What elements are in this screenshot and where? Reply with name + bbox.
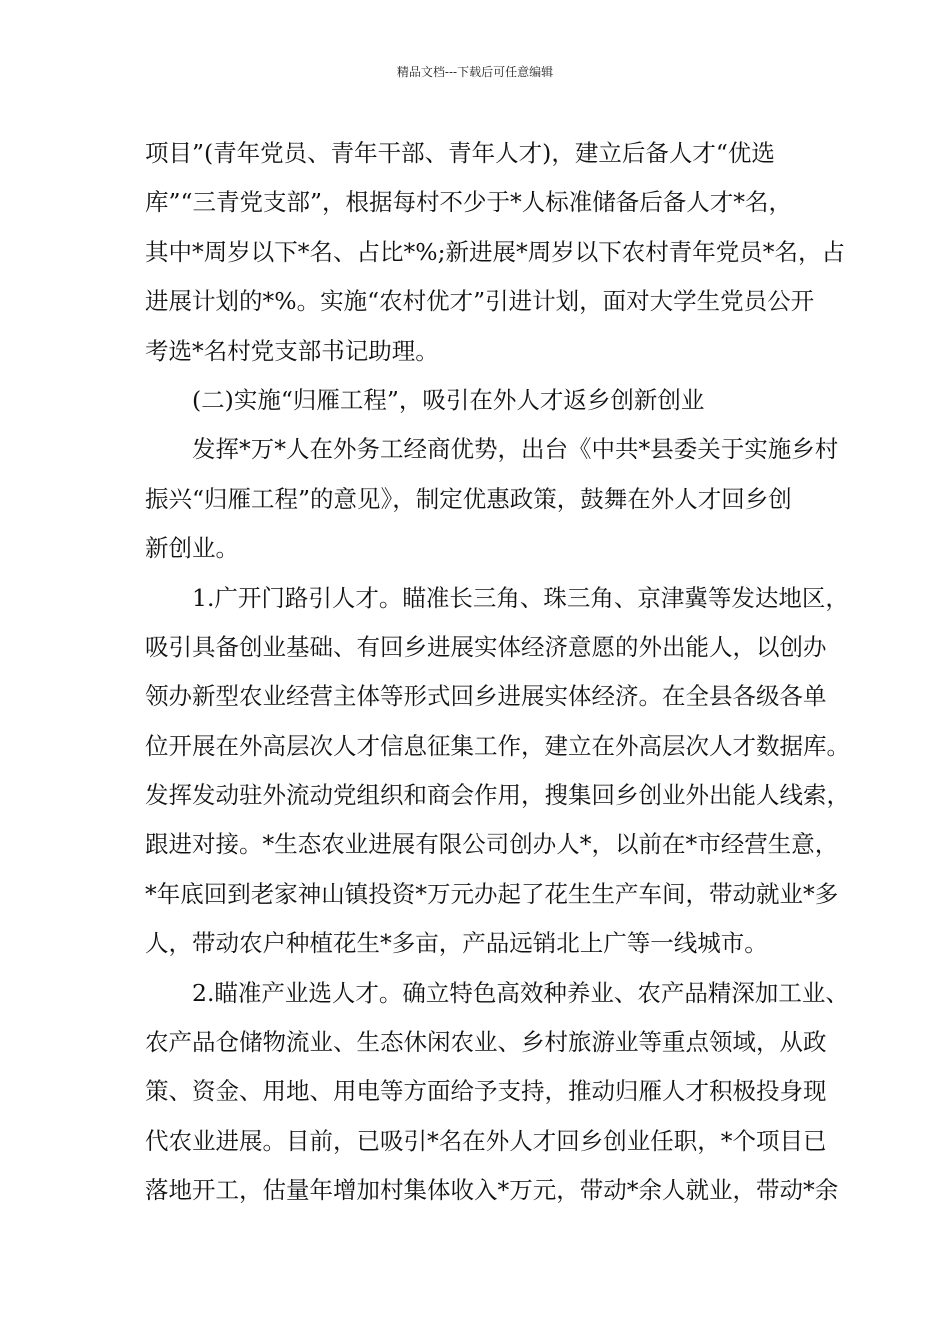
text-line: 振兴“归雁工程”的意见》，制定优惠政策，鼓舞在外人才回乡创 [145, 484, 792, 513]
text-line: 吸引具备创业基础、有回乡进展实体经济意愿的外出能人，以创办 [145, 632, 827, 661]
text-line: 考选*名村党支部书记助理。 [145, 336, 439, 365]
text-line: 领办新型农业经营主体等形式回乡进展实体经济。在全县各级各单 [145, 682, 827, 711]
paragraph-start-line: 1.广开门路引人才。瞄准长三角、珠三角、京津冀等发达地区， [192, 583, 849, 612]
text-line: 落地开工，估量年增加村集体收入*万元，带动*余人就业，带动*余 [145, 1176, 839, 1205]
document-body [145, 129, 850, 1216]
paragraph-start-line: 2.瞄准产业选人才。确立特色高效种养业、农产品精深加工业、 [192, 978, 849, 1007]
paragraph-start-line: 发挥*万*人在外务工经商优势，出台《中共*县委关于实施乡村 [192, 435, 839, 464]
text-line: 代农业进展。目前，已吸引*名在外人才回乡创业任职，*个项目已 [145, 1126, 827, 1155]
section-heading: (二)实施“归雁工程”，吸引在外人才返乡创新创业 [192, 385, 705, 414]
text-line: 进展计划的*%。实施“农村优才”引进计划，面对大学生党员公开 [145, 287, 815, 316]
text-line: 库”“三青党支部”，根据每村不少于*人标准储备后备人才*名， [145, 188, 793, 217]
text-line: 发挥发动驻外流动党组织和商会作用，搜集回乡创业外出能人线索， [145, 781, 850, 810]
text-line: 位开展在外高层次人才信息征集工作，建立在外高层次人才数据库。 [145, 731, 850, 760]
text-line: 新创业。 [145, 534, 239, 563]
text-line: 项目”(青年党员、青年干部、青年人才)，建立后备人才“优选 [145, 139, 775, 167]
text-line: 其中*周岁以下*名、占比*%;新进展*周岁以下农村青年党员*名，占 [145, 237, 845, 266]
text-line: 农产品仓储物流业、生态休闲农业、乡村旅游业等重点领域，从政 [145, 1028, 827, 1057]
text-line: 人，带动农户种植花生*多亩，产品远销北上广等一线城市。 [145, 929, 768, 958]
text-line: *年底回到老家神山镇投资*万元办起了花生生产车间，带动就业*多 [145, 879, 839, 908]
text-line: 跟进对接。*生态农业进展有限公司创办人*，以前在*市经营生意， [145, 830, 839, 859]
page-header: 精品文档---下载后可任意编辑 [396, 65, 554, 79]
text-line: 策、资金、用地、用电等方面给予支持，推动归雁人才积极投身现 [145, 1077, 827, 1106]
